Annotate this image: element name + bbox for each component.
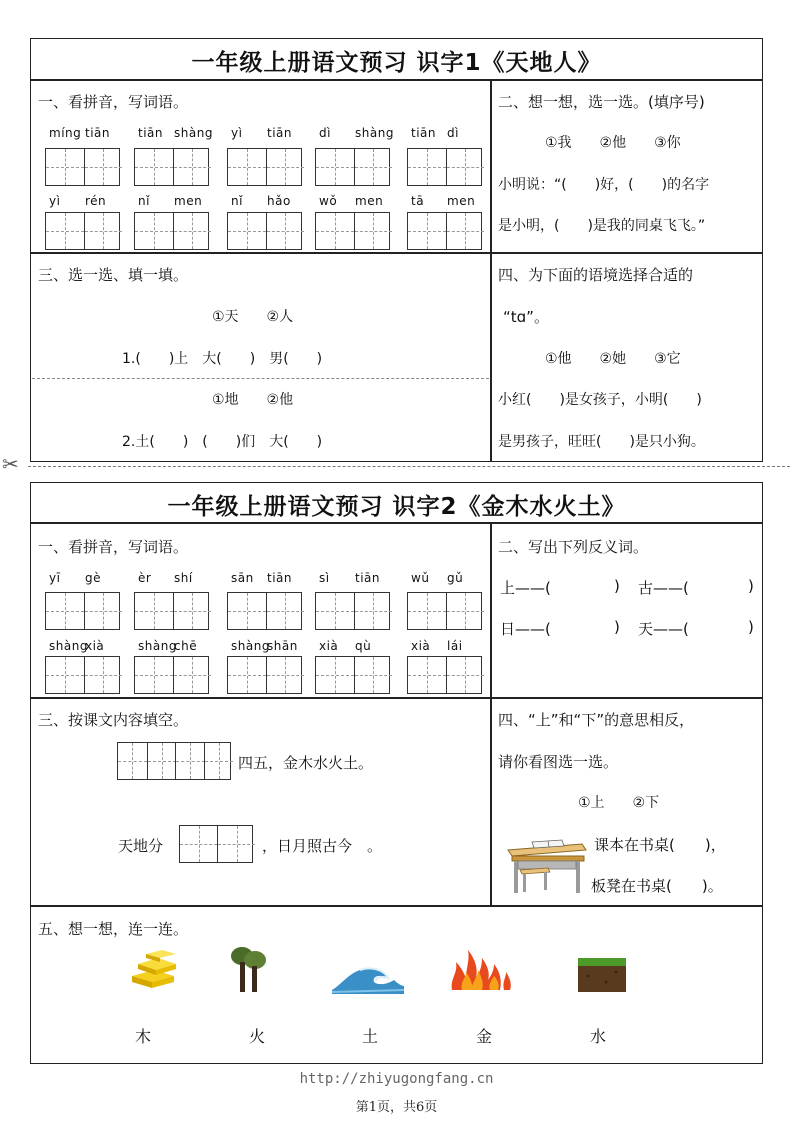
l1-q2-heading: 二、想一想，选一选。(填序号) (498, 93, 705, 111)
l2-q1-writing-box-1-4[interactable] (407, 656, 482, 694)
l2-q1-pinyin-0-3-b: tiān (355, 571, 380, 585)
l2-q1-pinyin-1-1-a: shàng (138, 639, 177, 653)
scissors-icon: ✂ (2, 452, 19, 476)
l1-q1-pinyin-0-2-a: yì (231, 126, 243, 140)
l2-q1-pinyin-0-1-a: èr (138, 571, 152, 585)
l2-q5-char-1: 火 (249, 1027, 266, 1046)
l2-q4-line1: 课本在书桌( )， (594, 836, 726, 854)
l2-q1-pinyin-0-1-b: shí (174, 571, 193, 585)
l1-q3-heading: 三、选一选、填一填。 (38, 266, 189, 284)
fire-picture (448, 948, 514, 992)
l2-q4-options: ①上 ②下 (578, 795, 660, 811)
l1-q1-pinyin-0-0-b: tiān (85, 126, 110, 140)
l2-q5-char-0: 木 (135, 1027, 152, 1046)
lesson1-vdivider (490, 79, 492, 462)
l2-q1-pinyin-1-4-b: lái (447, 639, 463, 653)
l1-q2-line1: 小明说：“( )好，( )的名字 (498, 177, 710, 193)
l2-q1-writing-box-0-1[interactable] (134, 592, 209, 630)
l1-q1-pinyin-1-4-b: men (447, 194, 476, 208)
l1-q1-pinyin-1-2-b: hǎo (267, 194, 291, 208)
l1-q1-pinyin-1-0-b: rén (85, 194, 107, 208)
l1-q4-options: ①他 ②她 ③它 (545, 351, 681, 367)
l1-q1-writing-box-1-1[interactable] (134, 212, 209, 250)
l2-q3-grid-4 (117, 742, 231, 780)
l2-q1-pinyin-1-2-b: shān (267, 639, 298, 653)
l2-q1-pinyin-1-1-b: chē (174, 639, 198, 653)
l2-q1-pinyin-0-4-b: gǔ (447, 571, 464, 585)
desk-picture (502, 828, 588, 898)
l1-q1-pinyin-0-3-b: shàng (355, 126, 394, 140)
l2-q2-l1a: 上——( (500, 579, 551, 597)
l1-q2-line2: 是小明，( )是我的同桌飞飞。” (498, 218, 706, 234)
l2-q2-heading: 二、写出下列反义词。 (498, 538, 649, 556)
lesson1-hdivider (30, 252, 763, 254)
l2-q1-pinyin-0-2-a: sān (231, 571, 254, 585)
l2-q5-char-3: 金 (476, 1027, 493, 1046)
l2-q2-l2a: 日——( (500, 620, 551, 638)
l2-q3-line2b: ，日月照古今 。 (262, 837, 383, 855)
l2-q1-writing-box-0-0[interactable] (45, 592, 120, 630)
l2-q1-pinyin-0-3-a: sì (319, 571, 330, 585)
l1-q4-heading2: “tɑ”。 (503, 308, 549, 326)
l1-q1-pinyin-0-3-a: dì (319, 126, 331, 140)
l1-q1-pinyin-1-2-a: nǐ (231, 194, 243, 208)
l2-q1-pinyin-1-2-a: shàng (231, 639, 270, 653)
l1-q1-pinyin-1-3-a: wǒ (319, 194, 338, 208)
l2-q1-writing-box-0-2[interactable] (227, 592, 302, 630)
l1-q1-writing-box-0-0[interactable] (45, 148, 120, 186)
footer-page-number: 第1页，共6页 (355, 1100, 438, 1115)
l2-q3-grid-2 (179, 825, 253, 863)
l2-q2-l2c: 天——( (638, 620, 689, 638)
l2-q3-line1: 四五，金木水火土。 (238, 754, 374, 772)
l2-q5-char-2: 土 (362, 1027, 379, 1046)
l1-q1-pinyin-0-4-a: tiān (411, 126, 436, 140)
l2-q1-pinyin-1-3-a: xià (319, 639, 339, 653)
l2-q2-l1d: ) (748, 577, 754, 595)
l1-q4-line1: 小红( )是女孩子，小明( ) (498, 392, 702, 408)
l1-q1-pinyin-1-1-a: nǐ (138, 194, 150, 208)
l2-q2-l1b: ) (614, 577, 620, 595)
lesson2-vdivider (490, 522, 492, 906)
l2-q4-heading: 四、“上”和“下”的意思相反， (498, 711, 695, 729)
l1-q2-options: ①我 ②他 ③你 (545, 135, 681, 151)
gold-bars-picture (128, 948, 182, 992)
l1-q1-pinyin-0-1-b: shàng (174, 126, 213, 140)
l1-q1-pinyin-1-1-b: men (174, 194, 203, 208)
l1-q3-line2: 2.土( ) ( )们 大( ) (122, 434, 323, 450)
lesson2-hdivider1 (30, 697, 763, 699)
l1-q1-pinyin-0-0-a: míng (49, 126, 82, 140)
l2-q5-heading: 五、想一想，连一连。 (38, 920, 189, 938)
l1-q1-heading: 一、看拼音，写词语。 (38, 93, 189, 111)
l2-q2-l2d: ) (748, 618, 754, 636)
l1-q1-pinyin-0-2-b: tiān (267, 126, 292, 140)
l2-q1-pinyin-1-0-b: xià (85, 639, 105, 653)
l1-q3-line1: 1.( )上 大( ) 男( ) (122, 351, 323, 367)
l1-q1-writing-box-0-1[interactable] (134, 148, 209, 186)
l2-q1-writing-box-1-2[interactable] (227, 656, 302, 694)
l2-q2-l2b: ) (614, 618, 620, 636)
l1-q1-pinyin-1-0-a: yì (49, 194, 61, 208)
l2-q1-pinyin-0-0-a: yī (49, 571, 61, 585)
l2-q1-pinyin-0-0-b: gè (85, 571, 101, 585)
l2-q1-writing-box-1-1[interactable] (134, 656, 209, 694)
l2-q1-pinyin-0-2-b: tiān (267, 571, 292, 585)
l1-q1-pinyin-1-4-a: tā (411, 194, 425, 208)
cut-line (28, 466, 790, 467)
tree-picture (228, 944, 268, 994)
l1-q3-options1: ①天 ②人 (212, 309, 294, 325)
lesson2-title-divider (30, 522, 763, 524)
l2-q2-l1c: 古——( (638, 579, 689, 597)
l1-q1-writing-box-0-2[interactable] (227, 148, 302, 186)
l2-q1-pinyin-1-0-a: shàng (49, 639, 88, 653)
l1-q1-pinyin-0-4-b: dì (447, 126, 459, 140)
lesson1-title: 一年级上册语文预习 识字1《天地人》 (191, 50, 602, 76)
l2-q3-heading: 三、按课文内容填空。 (38, 711, 189, 729)
l2-q1-writing-box-0-4[interactable] (407, 592, 482, 630)
l1-q3-options2: ①地 ②他 (212, 392, 294, 408)
wave-picture (332, 960, 404, 994)
l2-q4-line2: 板凳在书桌( )。 (591, 877, 723, 895)
l1-q1-writing-box-1-0[interactable] (45, 212, 120, 250)
lesson2-hdivider2 (30, 905, 763, 907)
l2-q1-pinyin-0-4-a: wǔ (411, 571, 430, 585)
l1-q1-writing-box-1-3[interactable] (315, 212, 390, 250)
l1-q1-writing-box-1-4[interactable] (407, 212, 482, 250)
l2-q1-pinyin-1-4-a: xià (411, 639, 431, 653)
footer-url[interactable]: http://zhiyugongfang.cn (299, 1071, 494, 1087)
l2-q1-writing-box-1-0[interactable] (45, 656, 120, 694)
l2-q5-char-4: 水 (590, 1027, 607, 1046)
soil-picture (578, 958, 626, 994)
l2-q1-writing-box-1-3[interactable] (315, 656, 390, 694)
l1-q4-heading: 四、为下面的语境选择合适的 (498, 266, 694, 284)
lesson2-title: 一年级上册语文预习 识字2《金木水火土》 (167, 494, 626, 520)
l1-q1-writing-box-1-2[interactable] (227, 212, 302, 250)
l1-q1-writing-box-0-3[interactable] (315, 148, 390, 186)
l1-q1-pinyin-0-1-a: tiān (138, 126, 163, 140)
l1-q1-writing-box-0-4[interactable] (407, 148, 482, 186)
l2-q1-pinyin-1-3-b: qù (355, 639, 372, 653)
l1-q3-separator (32, 378, 489, 379)
l2-q1-heading: 一、看拼音，写词语。 (38, 538, 189, 556)
l2-q4-heading2: 请你看图选一选。 (498, 753, 619, 771)
lesson1-title-divider (30, 79, 763, 81)
l2-q1-writing-box-0-3[interactable] (315, 592, 390, 630)
l2-q3-line2a: 天地分 (118, 837, 164, 855)
l1-q1-pinyin-1-3-b: men (355, 194, 384, 208)
l1-q4-line2: 是男孩子，旺旺( )是只小狗。 (498, 434, 705, 450)
